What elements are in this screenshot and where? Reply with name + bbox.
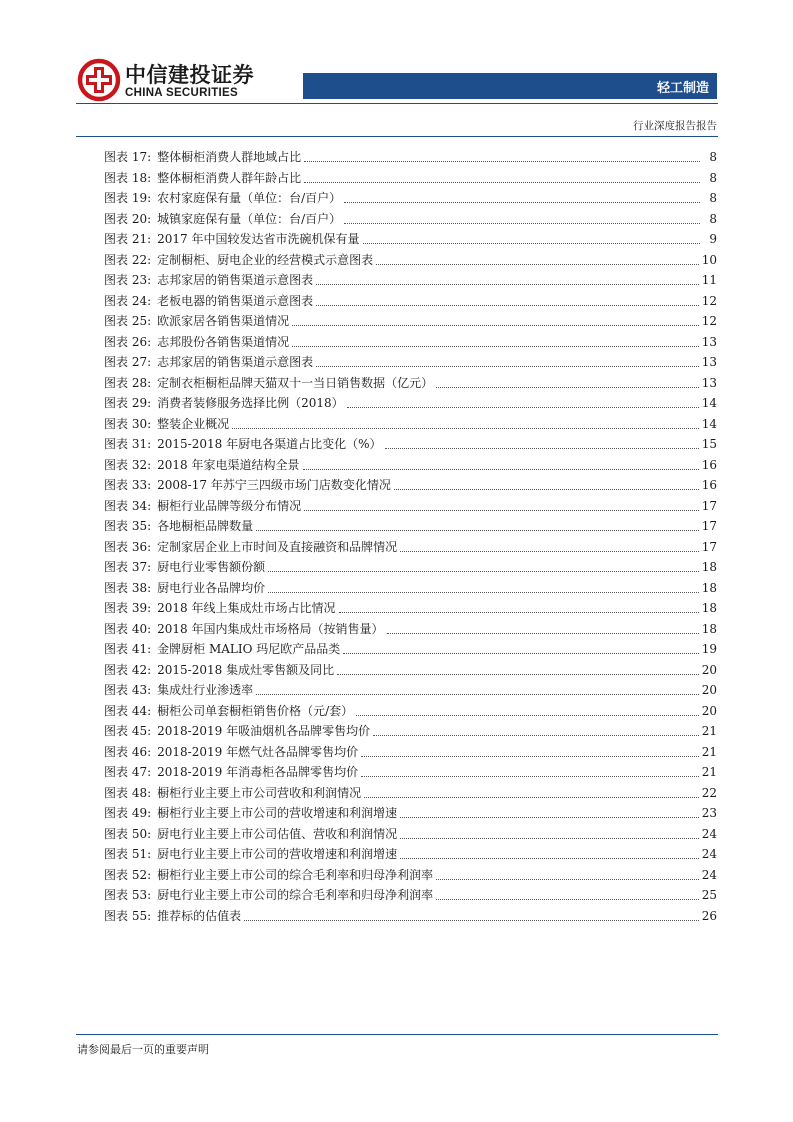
toc-entry-page: 11	[701, 273, 717, 287]
logo-chinese-name: 中信建投证券	[125, 63, 254, 87]
toc-entry-label: 图表 48:	[104, 785, 152, 800]
toc-entry-title: 推荐标的估值表	[157, 908, 242, 923]
toc-entry-title: 2018-2019 年消毒柜各品牌零售均价	[157, 765, 359, 779]
toc-entry-page: 18	[701, 621, 717, 636]
toc-leader-dots	[316, 365, 699, 367]
toc-entry-page: 8	[709, 211, 717, 226]
toc-entry-title: 橱柜公司单套橱柜销售价格（元/套）	[157, 703, 354, 718]
toc-entry-title: 农村家庭保有量（单位：台/百户）	[157, 191, 342, 205]
toc-entry-label: 图表 43:	[104, 683, 152, 697]
toc-entry-page: 19	[701, 642, 717, 656]
toc-entry-label: 图表 31:	[104, 437, 152, 451]
toc-entry-page: 17	[701, 498, 717, 513]
report-type: 行业深度报告报告	[633, 120, 717, 132]
toc-entry-label: 图表 24:	[104, 293, 152, 308]
toc-entry-page: 23	[701, 806, 717, 820]
toc-entry[interactable]	[104, 885, 717, 906]
toc-entry-label: 图表 28:	[104, 375, 152, 390]
toc-entry-page: 14	[701, 396, 717, 410]
toc-entry-label: 图表 21:	[104, 232, 152, 246]
toc-entry[interactable]	[104, 783, 717, 804]
toc-leader-dots	[316, 304, 699, 306]
toc-entry-label: 图表 39:	[104, 601, 152, 615]
toc-entry-page: 22	[701, 785, 717, 800]
toc-leader-dots	[436, 898, 699, 900]
toc-leader-dots	[400, 550, 699, 552]
toc-entry-title: 老板电器的销售渠道示意图表	[157, 293, 314, 308]
toc-entry[interactable]	[104, 537, 717, 558]
toc-entry-page: 13	[701, 375, 717, 390]
toc-entry-page: 12	[701, 293, 717, 308]
toc-entry-title: 消费者装修服务选择比例（2018）	[157, 396, 344, 410]
toc-entry-label: 图表 17:	[104, 150, 152, 164]
toc-entry-title: 整体橱柜消费人群地域占比	[157, 150, 302, 164]
toc-leader-dots	[316, 283, 699, 285]
toc-entry-label: 图表 53:	[104, 888, 152, 902]
toc-entry-label: 图表 29:	[104, 396, 152, 410]
toc-entry-page: 24	[701, 847, 717, 861]
toc-entry-title: 志邦股份各销售渠道情况	[157, 334, 290, 349]
toc-entry-title: 2018 年家电渠道结构全景	[157, 457, 300, 472]
toc-entry[interactable]	[104, 434, 717, 455]
toc-entry-page: 8	[709, 170, 717, 185]
toc-entry-label: 图表 55:	[104, 908, 152, 923]
toc-entry[interactable]	[104, 496, 717, 517]
toc-leader-dots	[356, 714, 699, 716]
toc-entry-label: 图表 22:	[104, 252, 152, 267]
toc-entry[interactable]	[104, 557, 717, 578]
toc-leader-dots	[344, 222, 700, 224]
footer-divider	[76, 1034, 718, 1035]
toc-entry-page: 21	[701, 765, 717, 779]
toc-entry-page: 18	[701, 580, 717, 595]
toc-entry-label: 图表 45:	[104, 724, 152, 738]
toc-entry-label: 图表 33:	[104, 478, 152, 492]
toc-entry[interactable]	[104, 188, 717, 209]
company-logo	[77, 58, 252, 102]
toc-entry-label: 图表 32:	[104, 457, 152, 472]
toc-entry[interactable]	[104, 721, 717, 742]
toc-entry[interactable]	[104, 844, 717, 865]
citic-logo-icon	[77, 58, 121, 102]
toc-leader-dots	[232, 427, 699, 429]
toc-entry[interactable]	[104, 373, 717, 394]
toc-entry[interactable]	[104, 865, 717, 886]
toc-entry-title: 集成灶行业渗透率	[157, 683, 254, 697]
toc-entry-title: 2018 年线上集成灶市场占比情况	[157, 601, 336, 615]
toc-leader-dots	[268, 591, 699, 593]
toc-entry-page: 25	[701, 888, 717, 902]
toc-entry-title: 2015-2018 集成灶零售额及同比	[157, 662, 335, 677]
toc-leader-dots	[400, 837, 699, 839]
toc-entry-page: 10	[701, 252, 717, 267]
toc-entry-page: 18	[701, 560, 717, 574]
toc-entry-title: 2015-2018 年厨电各渠道占比变化（%）	[157, 437, 382, 451]
toc-entry[interactable]	[104, 742, 717, 763]
toc-entry[interactable]	[104, 578, 717, 599]
toc-entry-label: 图表 20:	[104, 211, 152, 226]
toc-entry-page: 8	[709, 150, 717, 164]
toc-entry-title: 定制家居企业上市时间及直接融资和品牌情况	[157, 539, 398, 554]
toc-entry[interactable]	[104, 332, 717, 353]
toc-leader-dots	[376, 263, 699, 265]
toc-entry-title: 厨电行业主要上市公司的综合毛利率和归母净利润率	[157, 888, 434, 902]
toc-entry-title: 欧派家居各销售渠道情况	[157, 314, 290, 328]
toc-entry-title: 2018-2019 年吸油烟机各品牌零售均价	[157, 724, 371, 738]
toc-entry-label: 图表 51:	[104, 847, 152, 861]
toc-entry-page: 24	[701, 867, 717, 882]
toc-entry-label: 图表 30:	[104, 416, 152, 431]
toc-entry[interactable]	[104, 209, 717, 230]
toc-entry-page: 13	[701, 334, 717, 349]
toc-leader-dots	[436, 386, 699, 388]
toc-entry[interactable]	[104, 680, 717, 701]
toc-leader-dots	[256, 693, 699, 695]
toc-entry-label: 图表 34:	[104, 498, 152, 513]
toc-entry-title: 定制衣柜橱柜品牌天猫双十一当日销售数据（亿元）	[157, 375, 434, 390]
toc-entry-title: 金牌厨柜 MALIO 玛尼欧产品品类	[157, 642, 341, 656]
toc-entry-title: 2008-17 年苏宁三四级市场门店数变化情况	[157, 478, 391, 492]
toc-leader-dots	[244, 919, 699, 921]
toc-entry-page: 14	[701, 416, 717, 431]
toc-entry-label: 图表 25:	[104, 314, 152, 328]
toc-leader-dots	[347, 406, 699, 408]
toc-entry[interactable]	[104, 906, 717, 927]
toc-entry-label: 图表 44:	[104, 703, 152, 718]
toc-entry[interactable]	[104, 168, 717, 189]
toc-entry-page: 15	[701, 437, 717, 451]
toc-leader-dots	[363, 242, 701, 244]
toc-entry-title: 橱柜行业主要上市公司营收和利润情况	[157, 785, 362, 800]
toc-entry-page: 16	[701, 478, 717, 492]
toc-entry-title: 整体橱柜消费人群年龄占比	[157, 170, 302, 185]
toc-entry[interactable]	[104, 701, 717, 722]
toc-entry-label: 图表 19:	[104, 191, 152, 205]
toc-leader-dots	[304, 509, 699, 511]
header-divider	[76, 103, 718, 104]
toc-entry-title: 厨电行业零售额份额	[157, 560, 266, 574]
toc-entry-page: 18	[701, 601, 717, 615]
toc-leader-dots	[268, 570, 699, 572]
toc-entry-page: 17	[701, 539, 717, 554]
toc-leader-dots	[304, 181, 700, 183]
toc-entry[interactable]	[104, 598, 717, 619]
toc-leader-dots	[400, 857, 699, 859]
toc-entry[interactable]	[104, 270, 717, 291]
toc-leader-dots	[339, 611, 699, 613]
toc-entry-page: 26	[701, 908, 717, 923]
toc-entry[interactable]	[104, 229, 717, 250]
toc-entry-label: 图表 47:	[104, 765, 152, 779]
toc-entry-title: 志邦家居的销售渠道示意图表	[157, 273, 314, 287]
toc-entry-page: 12	[701, 314, 717, 328]
toc-entry-title: 志邦家居的销售渠道示意图表	[157, 355, 314, 369]
toc-entry-label: 图表 49:	[104, 806, 152, 820]
toc-entry-title: 整装企业概况	[157, 416, 230, 431]
toc-leader-dots	[394, 488, 699, 490]
toc-leader-dots	[256, 529, 699, 531]
toc-entry-page: 13	[701, 355, 717, 369]
toc-leader-dots	[344, 201, 700, 203]
toc-entry-label: 图表 26:	[104, 334, 152, 349]
toc-leader-dots	[385, 447, 699, 449]
toc-leader-dots	[292, 345, 699, 347]
toc-entry-label: 图表 23:	[104, 273, 152, 287]
toc-entry[interactable]	[104, 803, 717, 824]
toc-entry-title: 各地橱柜品牌数量	[157, 519, 254, 533]
toc-leader-dots	[361, 775, 699, 777]
toc-entry-page: 20	[701, 703, 717, 718]
toc-entry-title: 橱柜行业品牌等级分布情况	[157, 498, 302, 513]
toc-entry[interactable]	[104, 291, 717, 312]
toc-entry-label: 图表 41:	[104, 642, 152, 656]
section-header-bar	[303, 73, 717, 99]
toc-leader-dots	[303, 468, 699, 470]
toc-entry-title: 2017 年中国较发达省市洗碗机保有量	[157, 232, 360, 246]
toc-entry-title: 2018 年国内集成灶市场格局（按销售量）	[157, 621, 384, 636]
toc-entry[interactable]	[104, 311, 717, 332]
toc-leader-dots	[400, 816, 699, 818]
toc-leader-dots	[337, 673, 699, 675]
toc-entry-label: 图表 46:	[104, 744, 152, 759]
toc-entry-label: 图表 40:	[104, 621, 152, 636]
toc-entry-label: 图表 27:	[104, 355, 152, 369]
toc-entry[interactable]	[104, 475, 717, 496]
toc-entry-title: 橱柜行业主要上市公司的营收增速和利润增速	[157, 806, 398, 820]
toc-leader-dots	[361, 755, 699, 757]
toc-entry[interactable]	[104, 414, 717, 435]
footer-disclaimer: 请参阅最后一页的重要声明	[77, 1043, 209, 1056]
toc-entry-title: 厨电行业主要上市公司估值、营收和利润情况	[157, 826, 398, 841]
toc-leader-dots	[343, 652, 698, 654]
toc-entry[interactable]	[104, 147, 717, 168]
toc-entry[interactable]	[104, 516, 717, 537]
toc-entry[interactable]	[104, 455, 717, 476]
toc-entry-page: 17	[701, 519, 717, 533]
toc-leader-dots	[387, 632, 699, 634]
toc-entry-page: 20	[701, 662, 717, 677]
toc-entry-title: 城镇家庭保有量（单位：台/百户）	[157, 211, 342, 226]
toc-entry-label: 图表 38:	[104, 580, 152, 595]
toc-entry-label: 图表 35:	[104, 519, 152, 533]
toc-entry-title: 2018-2019 年燃气灶各品牌零售均价	[157, 744, 359, 759]
toc-entry-label: 图表 50:	[104, 826, 152, 841]
toc-entry-label: 图表 36:	[104, 539, 152, 554]
toc-entry-label: 图表 42:	[104, 662, 152, 677]
toc-entry-page: 9	[709, 232, 717, 246]
toc-leader-dots	[304, 160, 700, 162]
toc-entry[interactable]	[104, 250, 717, 271]
toc-entry-page: 24	[701, 826, 717, 841]
toc-entry[interactable]	[104, 639, 717, 660]
toc-entry-page: 21	[701, 744, 717, 759]
toc-entry[interactable]	[104, 660, 717, 681]
toc-entry[interactable]	[104, 352, 717, 373]
toc-entry-page: 21	[701, 724, 717, 738]
toc-leader-dots	[292, 324, 699, 326]
toc-entry-title: 厨电行业各品牌均价	[157, 580, 266, 595]
toc-entry-label: 图表 52:	[104, 867, 152, 882]
toc-entry-label: 图表 37:	[104, 560, 152, 574]
toc-entry[interactable]	[104, 619, 717, 640]
toc-entry[interactable]	[104, 393, 717, 414]
logo-english-name: CHINA SECURITIES	[125, 87, 238, 99]
section-title: 轻工制造	[656, 81, 709, 96]
toc-entry-page: 8	[709, 191, 717, 205]
subtitle-divider	[76, 136, 718, 137]
toc-leader-dots	[364, 796, 699, 798]
toc-entry[interactable]	[104, 824, 717, 845]
toc-entry-title: 橱柜行业主要上市公司的综合毛利率和归母净利润率	[157, 867, 434, 882]
figure-index-list	[104, 147, 717, 926]
toc-entry-page: 16	[701, 457, 717, 472]
toc-leader-dots	[436, 878, 699, 880]
toc-leader-dots	[373, 734, 699, 736]
toc-entry-title: 厨电行业主要上市公司的营收增速和利润增速	[157, 847, 398, 861]
toc-entry-label: 图表 18:	[104, 170, 152, 185]
toc-entry-title: 定制橱柜、厨电企业的经营模式示意图表	[157, 252, 374, 267]
toc-entry[interactable]	[104, 762, 717, 783]
toc-entry-page: 20	[701, 683, 717, 697]
